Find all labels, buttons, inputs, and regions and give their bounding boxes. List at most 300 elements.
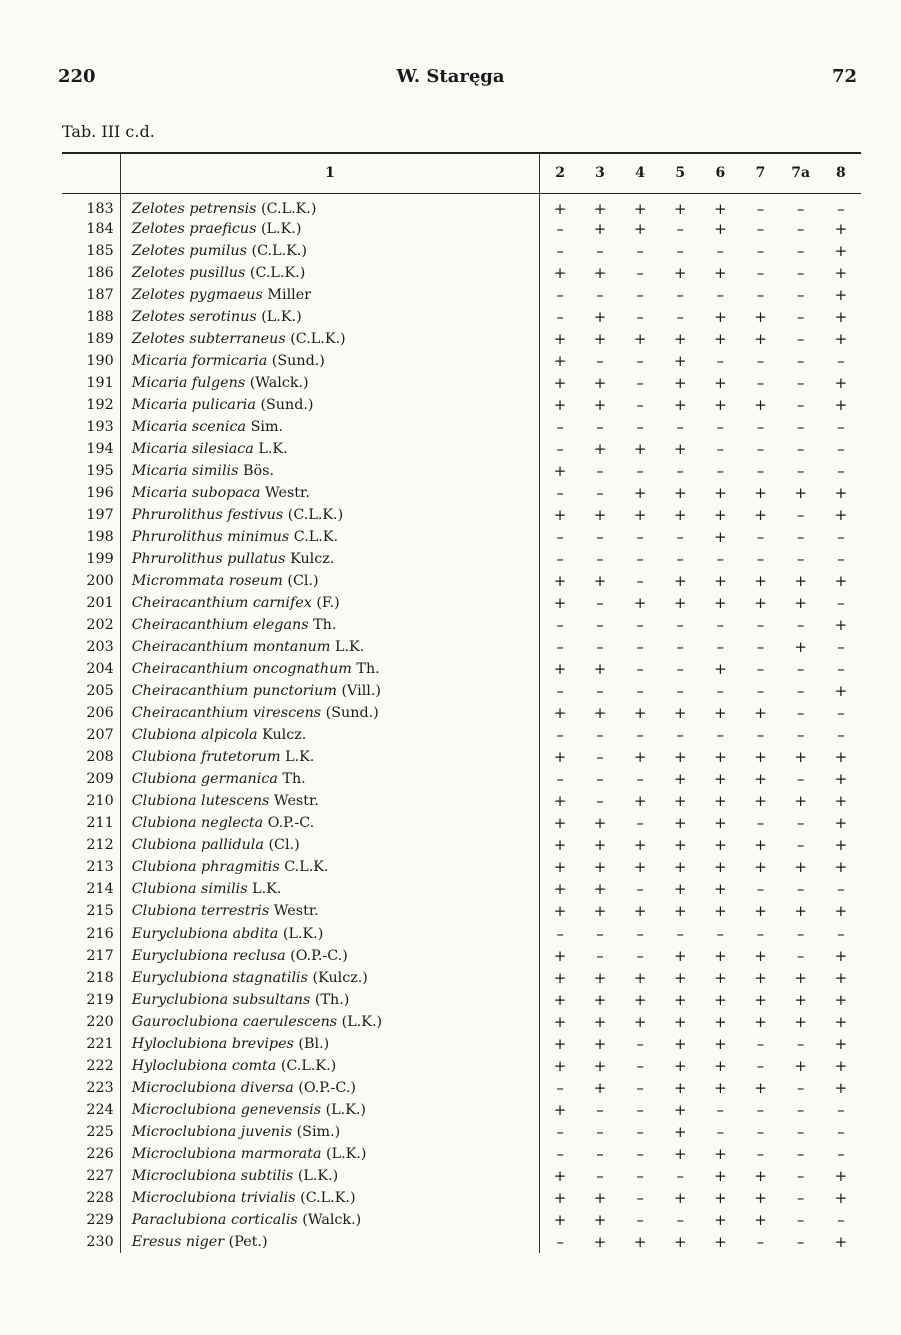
occurrence-mark: + xyxy=(754,792,767,811)
occurrence-mark: + xyxy=(673,395,687,414)
table-row xyxy=(62,1143,861,1165)
occurrence-mark: – xyxy=(540,923,580,945)
occurrence-mark: + xyxy=(593,814,607,833)
row-number: 188 xyxy=(86,308,114,325)
occurrence-mark: – xyxy=(716,417,725,436)
species-name: Euryclubiona stagnatilis xyxy=(131,969,308,986)
occurrence-mark: + xyxy=(834,1188,848,1207)
occurrence-mark: – xyxy=(756,351,765,370)
occurrence-mark: + xyxy=(673,858,687,877)
species-cell xyxy=(120,592,540,614)
species-author: (Cl.) xyxy=(287,573,319,590)
row-number: 200 xyxy=(86,573,114,590)
occurrence-mark: – xyxy=(596,616,604,635)
species-cell xyxy=(120,218,540,240)
occurrence-mark: + xyxy=(714,1078,727,1097)
species-name: Zelotes pygmaeus xyxy=(131,286,263,303)
table-row xyxy=(62,438,861,460)
occurrence-mark: – xyxy=(756,461,765,480)
occurrence-mark: – xyxy=(837,924,845,943)
occurrence-mark: + xyxy=(834,505,848,524)
occurrence-mark: – xyxy=(756,682,765,701)
occurrence-mark: + xyxy=(834,1012,848,1031)
species-cell xyxy=(120,262,540,284)
occurrence-mark: + xyxy=(834,770,848,789)
occurrence-mark: + xyxy=(714,1012,727,1031)
occurrence-mark: – xyxy=(796,682,805,701)
table-row xyxy=(62,570,861,592)
occurrence-mark: – xyxy=(540,1143,580,1165)
occurrence-mark: – xyxy=(756,638,765,657)
occurrence-mark: + xyxy=(633,219,647,238)
occurrence-mark: + xyxy=(754,946,767,965)
species-cell xyxy=(120,1231,540,1253)
occurrence-mark: + xyxy=(593,902,607,921)
row-number: 198 xyxy=(86,528,114,545)
row-number: 189 xyxy=(86,330,114,347)
occurrence-mark: – xyxy=(796,505,805,524)
occurrence-mark: – xyxy=(636,1034,644,1053)
table-header xyxy=(62,153,861,193)
row-number: 202 xyxy=(86,617,114,634)
occurrence-mark: + xyxy=(633,199,647,218)
species-name: Clubiona neglecta xyxy=(131,815,264,832)
occurrence-mark: – xyxy=(796,1144,805,1163)
occurrence-mark: + xyxy=(714,704,727,723)
occurrence-mark: + xyxy=(714,660,727,679)
occurrence-mark: + xyxy=(754,836,767,855)
occurrence-mark: + xyxy=(633,1012,647,1031)
occurrence-mark: – xyxy=(796,770,805,789)
occurrence-mark: – xyxy=(636,373,644,392)
species-author: Th. xyxy=(313,617,337,634)
occurrence-mark: – xyxy=(796,199,805,218)
species-cell xyxy=(120,1055,540,1077)
row-number: 214 xyxy=(86,881,114,898)
row-number: 208 xyxy=(86,749,114,766)
occurrence-mark: + xyxy=(593,373,607,392)
occurrence-mark: + xyxy=(540,834,580,856)
occurrence-mark: + xyxy=(714,792,727,811)
species-author: (Pet.) xyxy=(228,1233,268,1250)
species-name: Zelotes serotinus xyxy=(131,308,257,325)
occurrence-mark: + xyxy=(834,968,848,987)
occurrence-mark: – xyxy=(716,241,725,260)
occurrence-mark: + xyxy=(834,241,848,260)
species-table xyxy=(62,152,861,1253)
row-number: 184 xyxy=(86,220,114,237)
occurrence-mark: + xyxy=(673,329,687,348)
occurrence-mark: – xyxy=(837,417,845,436)
species-name: Clubiona pallidula xyxy=(131,837,264,854)
occurrence-mark: + xyxy=(714,373,727,392)
occurrence-mark: – xyxy=(796,263,805,282)
occurrence-mark: + xyxy=(794,968,807,987)
occurrence-mark: + xyxy=(633,748,647,767)
table-row xyxy=(62,1077,861,1099)
row-number: 197 xyxy=(86,506,114,523)
occurrence-mark: + xyxy=(834,373,848,392)
occurrence-mark: + xyxy=(540,878,580,900)
occurrence-mark: – xyxy=(636,616,644,635)
occurrence-mark: + xyxy=(593,329,607,348)
occurrence-mark: + xyxy=(633,792,647,811)
occurrence-mark: + xyxy=(714,594,727,613)
occurrence-mark: – xyxy=(796,704,805,723)
occurrence-mark: + xyxy=(834,682,848,701)
occurrence-mark: + xyxy=(673,1012,687,1031)
species-cell xyxy=(120,570,540,592)
species-cell xyxy=(120,900,540,922)
species-author: (C.L.K.) xyxy=(251,242,307,259)
header-blank xyxy=(62,153,120,193)
occurrence-mark: – xyxy=(756,924,765,943)
table-row xyxy=(62,350,861,372)
occurrence-mark: – xyxy=(676,682,684,701)
column-header: 7 xyxy=(740,153,780,193)
occurrence-mark: + xyxy=(593,1034,607,1053)
row-number: 228 xyxy=(86,1189,114,1206)
occurrence-mark: + xyxy=(714,307,727,326)
table-row xyxy=(62,416,861,438)
occurrence-mark: – xyxy=(636,814,644,833)
occurrence-mark: + xyxy=(593,199,607,218)
row-number: 226 xyxy=(86,1145,114,1162)
occurrence-mark: + xyxy=(540,394,580,416)
occurrence-mark: – xyxy=(837,199,845,218)
table-row xyxy=(62,240,861,262)
species-cell xyxy=(120,1187,540,1209)
occurrence-mark: + xyxy=(834,748,848,767)
row-number: 218 xyxy=(86,969,114,986)
species-name: Micaria scenica xyxy=(131,418,247,435)
row-number: 219 xyxy=(86,991,114,1008)
occurrence-mark: – xyxy=(540,1121,580,1143)
occurrence-mark: + xyxy=(673,836,687,855)
occurrence-mark: + xyxy=(714,199,727,218)
occurrence-mark: + xyxy=(714,836,727,855)
occurrence-mark: – xyxy=(636,660,644,679)
occurrence-mark: – xyxy=(756,263,765,282)
table-row xyxy=(62,1121,861,1143)
species-name: Clubiona similis xyxy=(131,881,248,898)
occurrence-mark: – xyxy=(756,1232,765,1251)
row-number: 192 xyxy=(86,396,114,413)
occurrence-mark: + xyxy=(834,263,848,282)
occurrence-mark: + xyxy=(633,858,647,877)
table-row xyxy=(62,636,861,658)
table-row xyxy=(62,460,861,482)
occurrence-mark: – xyxy=(796,395,805,414)
species-author: (C.L.K.) xyxy=(287,506,344,523)
occurrence-mark: – xyxy=(636,1056,644,1075)
occurrence-mark: + xyxy=(754,1166,767,1185)
species-author: (Cl.) xyxy=(268,837,300,854)
species-author: C.L.K. xyxy=(284,859,329,876)
row-number: 193 xyxy=(86,418,114,435)
species-cell xyxy=(120,812,540,834)
occurrence-mark: – xyxy=(540,680,580,702)
row-number: 186 xyxy=(86,264,114,281)
occurrence-mark: – xyxy=(796,616,805,635)
occurrence-mark: – xyxy=(596,748,604,767)
species-cell xyxy=(120,945,540,967)
occurrence-mark: + xyxy=(593,1078,607,1097)
table-row xyxy=(62,328,861,350)
occurrence-mark: + xyxy=(673,770,687,789)
species-author: (Sund.) xyxy=(325,705,379,722)
table-row xyxy=(62,548,861,570)
species-cell xyxy=(120,438,540,460)
occurrence-mark: – xyxy=(636,1100,644,1119)
species-author: (Kulcz.) xyxy=(312,969,368,986)
occurrence-mark: + xyxy=(633,483,647,502)
occurrence-mark: – xyxy=(636,351,644,370)
occurrence-mark: – xyxy=(716,549,725,568)
occurrence-mark: – xyxy=(676,285,684,304)
species-author: L.K. xyxy=(285,749,315,766)
occurrence-mark: – xyxy=(796,1122,805,1141)
occurrence-mark: – xyxy=(596,1144,604,1163)
table-row xyxy=(62,1209,861,1231)
occurrence-mark: – xyxy=(796,924,805,943)
occurrence-mark: – xyxy=(636,880,644,899)
species-cell xyxy=(120,1077,540,1099)
species-cell xyxy=(120,526,540,548)
occurrence-mark: – xyxy=(796,946,805,965)
table-row xyxy=(62,394,861,416)
species-name: Micaria pulicaria xyxy=(131,396,256,413)
occurrence-mark: – xyxy=(716,461,725,480)
occurrence-mark: – xyxy=(837,1100,845,1119)
occurrence-mark: – xyxy=(636,1078,644,1097)
column-header: 3 xyxy=(580,153,620,193)
occurrence-mark: – xyxy=(596,1100,604,1119)
occurrence-mark: – xyxy=(596,241,604,260)
species-author: (Vill.) xyxy=(341,683,381,700)
occurrence-mark: + xyxy=(834,1078,848,1097)
occurrence-mark: – xyxy=(756,880,765,899)
occurrence-mark: + xyxy=(714,902,727,921)
row-number: 203 xyxy=(86,639,114,656)
row-number: 191 xyxy=(86,374,114,391)
occurrence-mark: – xyxy=(636,770,644,789)
occurrence-mark: – xyxy=(596,527,604,546)
occurrence-mark: + xyxy=(834,616,848,635)
table-row xyxy=(62,746,861,768)
column-header: 8 xyxy=(821,153,861,193)
row-number: 215 xyxy=(86,903,114,920)
occurrence-mark: – xyxy=(756,199,765,218)
species-author: Kulcz. xyxy=(290,550,335,567)
occurrence-mark: + xyxy=(673,199,687,218)
occurrence-mark: + xyxy=(593,1012,607,1031)
species-author: (Th.) xyxy=(314,991,350,1008)
occurrence-mark: + xyxy=(714,1056,727,1075)
species-cell xyxy=(120,548,540,570)
species-name: Micaria silesiaca xyxy=(131,440,254,457)
species-author: Bös. xyxy=(243,462,274,479)
occurrence-mark: + xyxy=(714,880,727,899)
occurrence-mark: + xyxy=(714,483,727,502)
occurrence-mark: – xyxy=(676,1166,684,1185)
occurrence-mark: + xyxy=(593,1232,607,1251)
species-name: Phrurolithus minimus xyxy=(131,528,290,545)
occurrence-mark: – xyxy=(636,1166,644,1185)
species-author: Kulcz. xyxy=(262,727,307,744)
occurrence-mark: – xyxy=(756,219,765,238)
row-number: 221 xyxy=(86,1035,114,1052)
occurrence-mark: – xyxy=(540,284,580,306)
occurrence-mark: – xyxy=(596,770,604,789)
species-cell xyxy=(120,680,540,702)
occurrence-mark: + xyxy=(794,1012,807,1031)
table-row xyxy=(62,967,861,989)
occurrence-mark: + xyxy=(540,1011,580,1033)
occurrence-mark: – xyxy=(540,240,580,262)
occurrence-mark: + xyxy=(540,1055,580,1077)
species-author: (L.K.) xyxy=(325,1101,367,1118)
occurrence-mark: – xyxy=(796,219,805,238)
species-name: Microclubiona trivialis xyxy=(131,1189,296,1206)
occurrence-mark: + xyxy=(540,945,580,967)
occurrence-mark: – xyxy=(796,660,805,679)
table-row xyxy=(62,768,861,790)
species-cell xyxy=(120,834,540,856)
occurrence-mark: + xyxy=(754,990,767,1009)
occurrence-mark: + xyxy=(714,1210,727,1229)
occurrence-mark: + xyxy=(754,395,767,414)
occurrence-mark: + xyxy=(593,968,607,987)
occurrence-mark: – xyxy=(796,814,805,833)
table-caption: Tab. III c.d. xyxy=(62,122,155,141)
occurrence-mark: + xyxy=(714,572,727,591)
species-name: Cheiracanthium carnifex xyxy=(131,595,312,612)
running-title: W. Staręga xyxy=(396,66,505,87)
occurrence-mark: + xyxy=(673,263,687,282)
table-row xyxy=(62,878,861,900)
occurrence-mark: + xyxy=(540,1033,580,1055)
table-row xyxy=(62,1231,861,1253)
occurrence-mark: + xyxy=(633,329,647,348)
occurrence-mark: + xyxy=(540,328,580,350)
column-header: 2 xyxy=(540,153,580,193)
column-header: 5 xyxy=(660,153,700,193)
species-cell xyxy=(120,878,540,900)
occurrence-mark: + xyxy=(714,1188,727,1207)
occurrence-mark: – xyxy=(596,1122,604,1141)
occurrence-mark: + xyxy=(834,285,848,304)
occurrence-mark: – xyxy=(756,616,765,635)
occurrence-mark: – xyxy=(716,285,725,304)
occurrence-mark: – xyxy=(636,572,644,591)
species-name: Clubiona lutescens xyxy=(131,793,270,810)
occurrence-mark: + xyxy=(673,1034,687,1053)
occurrence-mark: + xyxy=(673,505,687,524)
occurrence-mark: – xyxy=(596,285,604,304)
occurrence-mark: + xyxy=(540,989,580,1011)
occurrence-mark: + xyxy=(673,880,687,899)
occurrence-mark: – xyxy=(636,1122,644,1141)
species-cell xyxy=(120,702,540,724)
occurrence-mark: – xyxy=(636,263,644,282)
species-name: Euryclubiona subsultans xyxy=(131,991,311,1008)
occurrence-mark: + xyxy=(834,902,848,921)
table-row xyxy=(62,592,861,614)
species-cell xyxy=(120,967,540,989)
occurrence-mark: + xyxy=(540,570,580,592)
occurrence-mark: – xyxy=(756,285,765,304)
occurrence-mark: – xyxy=(596,417,604,436)
occurrence-mark: – xyxy=(716,351,725,370)
row-number: 185 xyxy=(86,242,114,259)
occurrence-mark: + xyxy=(714,770,727,789)
occurrence-mark: – xyxy=(756,549,765,568)
occurrence-mark: + xyxy=(673,814,687,833)
occurrence-mark: + xyxy=(593,858,607,877)
occurrence-mark: – xyxy=(796,351,805,370)
species-name: Euryclubiona reclusa xyxy=(131,947,286,964)
row-number: 217 xyxy=(86,947,114,964)
occurrence-mark: + xyxy=(714,395,727,414)
row-number: 205 xyxy=(86,683,114,700)
species-name: Hyloclubiona comta xyxy=(131,1057,277,1074)
species-author: Westr. xyxy=(264,484,310,501)
row-number: 187 xyxy=(86,286,114,303)
table-row xyxy=(62,1165,861,1187)
occurrence-mark: – xyxy=(756,814,765,833)
occurrence-mark: + xyxy=(593,880,607,899)
occurrence-mark: + xyxy=(633,505,647,524)
occurrence-mark: + xyxy=(593,1210,607,1229)
species-author: Th. xyxy=(356,661,380,678)
occurrence-mark: – xyxy=(540,636,580,658)
occurrence-mark: + xyxy=(673,1122,687,1141)
species-name: Clubiona alpicola xyxy=(131,727,258,744)
occurrence-mark: + xyxy=(593,572,607,591)
row-number: 199 xyxy=(86,550,114,567)
species-author: Miller xyxy=(267,286,312,303)
occurrence-mark: + xyxy=(714,990,727,1009)
species-name: Zelotes petrensis xyxy=(131,200,257,217)
species-cell xyxy=(120,240,540,262)
species-cell xyxy=(120,193,540,218)
table-row xyxy=(62,262,861,284)
occurrence-mark: – xyxy=(676,660,684,679)
occurrence-mark: – xyxy=(676,638,684,657)
occurrence-mark: + xyxy=(714,527,727,546)
occurrence-mark: – xyxy=(796,1166,805,1185)
occurrence-mark: + xyxy=(673,1078,687,1097)
occurrence-mark: + xyxy=(754,1078,767,1097)
species-author: L.K. xyxy=(252,881,282,898)
occurrence-mark: – xyxy=(596,483,604,502)
occurrence-mark: – xyxy=(636,638,644,657)
row-number: 209 xyxy=(86,771,114,788)
species-cell xyxy=(120,614,540,636)
species-cell xyxy=(120,416,540,438)
occurrence-mark: + xyxy=(754,307,767,326)
occurrence-mark: – xyxy=(636,527,644,546)
occurrence-mark: – xyxy=(756,241,765,260)
species-author: L.K. xyxy=(334,639,365,656)
species-cell xyxy=(120,504,540,526)
table-row xyxy=(62,614,861,636)
species-name: Micaria formicaria xyxy=(131,352,268,369)
species-name: Zelotes subterraneus xyxy=(131,330,286,347)
occurrence-mark: – xyxy=(796,1188,805,1207)
occurrence-mark: – xyxy=(540,1077,580,1099)
